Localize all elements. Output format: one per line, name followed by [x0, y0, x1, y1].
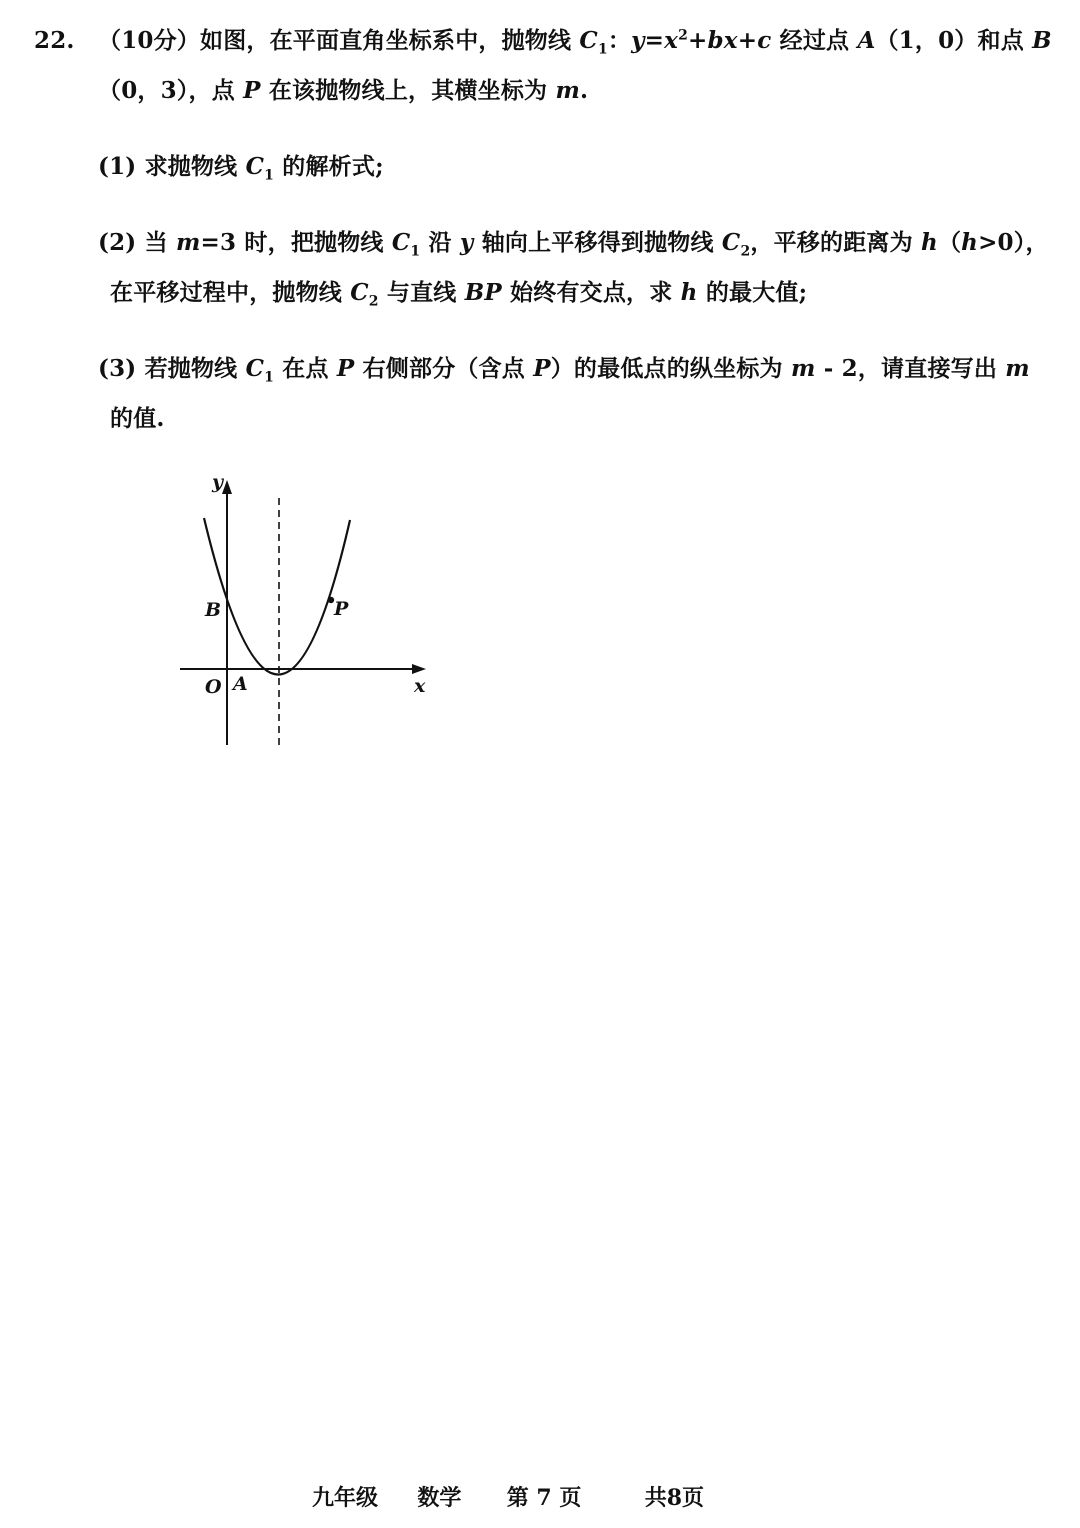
point-label: A: [857, 27, 876, 54]
text: =3 时，把抛物线: [200, 229, 392, 256]
line-name: BP: [464, 279, 502, 306]
text: 轴向上平移得到抛物线: [473, 229, 722, 256]
text: (1) 求抛物线: [98, 153, 246, 180]
point-label: P: [336, 355, 355, 382]
text: >0），: [978, 229, 1049, 256]
x-axis-label: x: [414, 675, 426, 697]
text: 右侧部分（含点: [354, 355, 534, 382]
y-axis-arrow: [222, 480, 232, 494]
point-label: P: [533, 355, 551, 382]
variable: m: [555, 77, 580, 104]
point-label: P: [243, 77, 261, 104]
point-p-label: P: [334, 598, 349, 620]
text: 与直线: [378, 279, 465, 306]
text: - 2，请直接写出: [815, 355, 1006, 382]
variable: m: [790, 355, 816, 382]
text: 的最大值;: [697, 279, 808, 306]
variable: h: [921, 229, 938, 256]
subscript: 1: [597, 41, 608, 58]
text: 在点: [274, 355, 337, 382]
text: (3) 若抛物线: [98, 355, 246, 382]
part-3-line-2: 的值.: [110, 405, 165, 432]
equation-op: +: [737, 27, 758, 54]
equation-var: x: [664, 27, 679, 54]
text: 在该抛物线上，其横坐标为: [260, 77, 556, 104]
problem-statement-line-2: [98, 76, 588, 106]
curve-name: C: [721, 229, 741, 256]
parabola-figure: [170, 470, 440, 755]
point-b-label: B: [205, 599, 222, 621]
subscript: 1: [264, 369, 275, 386]
text: .: [580, 77, 589, 104]
variable: m: [175, 229, 201, 256]
variable: m: [1005, 355, 1030, 382]
subscript: 1: [410, 243, 421, 260]
text: 的解析式;: [274, 153, 384, 180]
origin-label: O: [205, 676, 222, 698]
footer-total: 共8页: [644, 1485, 705, 1511]
part-1: [98, 152, 384, 182]
variable: y: [459, 229, 474, 256]
part-3-line-1: [98, 354, 1030, 384]
point-label: B: [1032, 27, 1052, 54]
text: 在平移过程中，抛物线: [110, 279, 351, 306]
equation-op: +: [688, 27, 708, 54]
text: ：: [607, 27, 632, 54]
part-2-line-1: [98, 228, 1049, 258]
text: （10分）如图，在平面直角坐标系中，抛物线: [98, 27, 580, 54]
text: 经过点: [771, 27, 858, 54]
y-axis-label: y: [212, 471, 224, 493]
text: ，平移的距离为: [750, 229, 921, 256]
equation-var: bx: [707, 27, 738, 54]
parabola-curve: [204, 518, 350, 675]
curve-name: C: [350, 279, 369, 306]
text: （: [937, 229, 962, 256]
subscript: 1: [264, 167, 275, 184]
page-footer: [312, 1483, 704, 1513]
curve-name: C: [245, 355, 265, 382]
footer-grade: 九年级: [312, 1485, 379, 1511]
footer-page: 第 7 页: [506, 1485, 582, 1511]
subscript: 2: [740, 243, 751, 260]
curve-name: C: [579, 27, 598, 54]
text: 始终有交点，求: [501, 279, 681, 306]
curve-name: C: [245, 153, 265, 180]
text: （0，3），点: [98, 77, 244, 104]
part-2-line-2: [110, 278, 807, 308]
variable: h: [680, 279, 698, 306]
x-axis-arrow: [412, 664, 426, 674]
text: (2) 当: [98, 229, 176, 256]
equation-var: c: [757, 27, 772, 54]
equation-op: =: [644, 27, 665, 54]
text: ）的最低点的纵坐标为: [550, 355, 791, 382]
point-a-label: A: [233, 673, 248, 695]
subscript: 2: [368, 293, 379, 310]
text: （1，0）和点: [875, 27, 1033, 54]
problem-statement-line-1: [98, 26, 1052, 56]
equation-var: y: [631, 27, 645, 54]
variable: h: [961, 229, 979, 256]
superscript: 2: [678, 27, 689, 44]
text: 沿: [420, 229, 460, 256]
problem-number: 22.: [34, 27, 75, 54]
curve-name: C: [391, 229, 411, 256]
footer-subject: 数学: [417, 1485, 462, 1511]
